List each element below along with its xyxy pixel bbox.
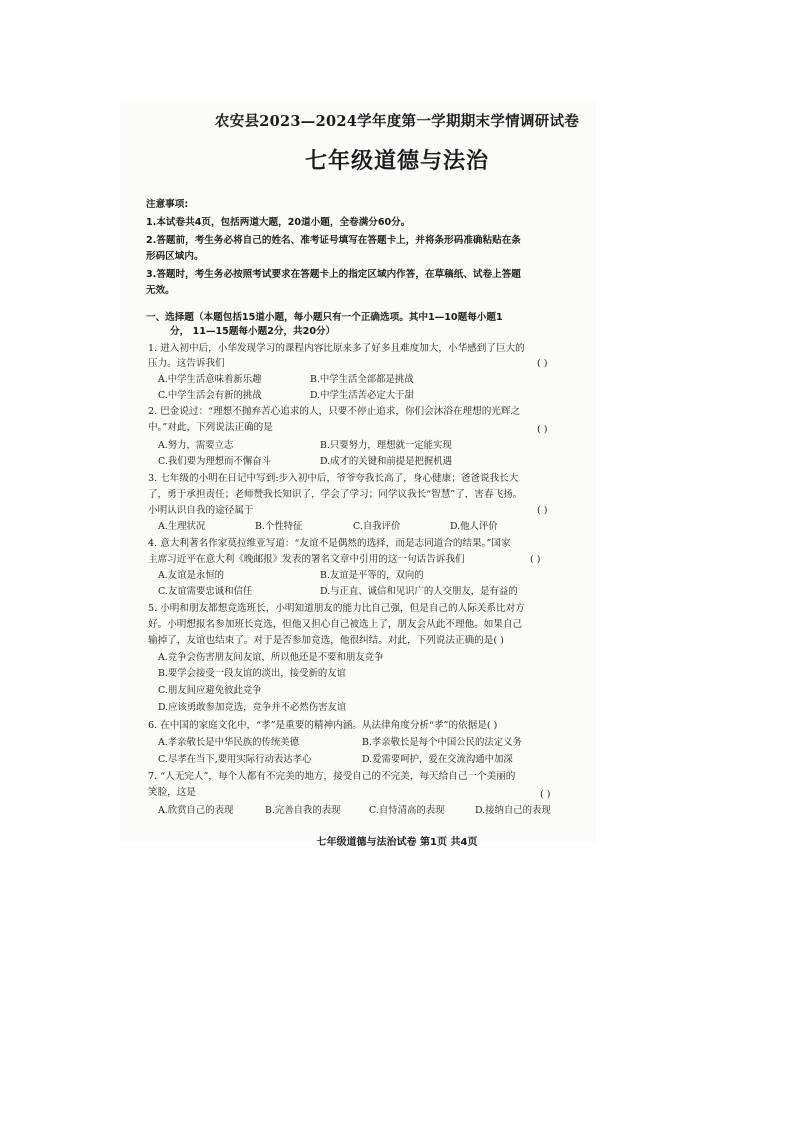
question-text: 小明认识自我的途径属于 [148,505,254,516]
answer-blank: ( ) [530,554,541,565]
option: D.爱需要呵护，爱在交流沟通中加深 [362,754,513,765]
question-text: 中。”对此，下列说法正确的是 [148,422,273,433]
option: B.完善自我的表现 [265,805,341,816]
option: C.我们要为理想而不懈奋斗 [158,456,271,467]
option: D.他人评价 [450,521,498,532]
page-footer: 七年级道德与法治试卷 第1页 共4页 [316,837,478,848]
option: B.要学会接受一段友谊的淡出，接受新的友谊 [158,668,346,679]
answer-blank: ( ) [537,424,548,435]
notes-item: 无效。 [146,285,175,296]
option: B.友谊是平等的，双向的 [320,570,424,581]
option: A.竞争会伤害朋友间友谊，所以他还是不要和朋友竞争 [158,652,384,663]
option: D.应该勇敢参加竞选，竞争并不必然伤害友谊 [158,702,347,713]
answer-blank: ( ) [540,789,551,800]
notes-heading: 注意事项: [146,199,189,210]
question-text: 主席习近平在意大利《晚邮报》发表的署名文章中引用的这一句话告诉我们 [148,554,465,565]
option: B.个性特征 [255,521,303,532]
question-text: 5. 小明和朋友都想竞选班长，小明知道朋友的能力比自己强，但是自己的人际关系比对方 [148,603,525,614]
option: B.孝亲敬长是每个中国公民的法定义务 [362,737,522,748]
question-text: 输掉了，友谊也结束了。对于是否参加竞选，他很纠结。对此，下列说法正确的是( ) [148,635,504,646]
option: C.尽孝在当下,要用实际行动表达孝心 [158,754,312,765]
question-text: 1. 进入初中后，小华发现学习的课程内容比原来多了好多且难度加大，小华感到了巨大的 [148,343,525,354]
option: B.只要努力，理想就一定能实现 [320,440,452,451]
notes-item: 2.答题前，考生务必将自己的姓名、准考证号填写在答题卡上，并将条形码准确粘贴在条 [146,235,521,246]
option: A.友谊是永恒的 [158,570,225,581]
option: A.生理状况 [158,521,206,532]
question-text: 2. 巴金说过：“理想不抛弃苦心追求的人，只要不停止追求，你们会沐浴在理想的光辉之 [148,406,521,417]
option: C.自恃清高的表现 [369,805,445,816]
notes-item: 形码区域内。 [146,251,204,262]
option: C.中学生活会有新的挑战 [158,390,262,401]
question-text: 4. 意大利著名作家莫拉维亚写道：“友谊不是偶然的选择，而是志同道合的结果。”国家 [148,538,511,549]
option: A.中学生活意味着新乐趣 [158,374,262,385]
answer-blank: ( ) [537,358,548,369]
option: C.友谊需要忠诚和信任 [158,586,253,597]
question-text: 7. “人无完人”，每个人都有不完美的地方，接受自己的不完美，每天给自己一个美丽的 [148,771,516,782]
option: D.中学生活苦必定大于甜 [310,390,414,401]
option: A.孝亲敬长是中华民族的传统美德 [158,737,300,748]
option: A.欣赏自己的表现 [158,805,234,816]
option: B.中学生活全部都是挑战 [310,374,414,385]
notes-item: 3.答题时，考生务必按照考试要求在答题卡上的指定区域内作答，在草稿纸、试卷上答题 [146,269,521,280]
question-text: 3. 七年级的小明在日记中写到:步入初中后，爷爷夸我长高了，身心健康；爸爸说我长大 [148,473,519,484]
option: C.自我评价 [353,521,401,532]
subject-title: 七年级道德与法治 [304,149,489,174]
option: D.成才的关键和前提是把握机遇 [320,456,453,467]
question-text: 6. 在中国的家庭文化中，“孝”是重要的精神内涵。从法律角度分析“孝”的依据是( ) [148,720,498,731]
answer-blank: ( ) [537,505,548,516]
notes-item: 1.本试卷共4页，包括两道大题，20道小题，全卷满分60分。 [146,217,411,228]
question-text: 笑脸，这是 [148,787,196,798]
option: A.努力，需要立志 [158,440,234,451]
option: D.接纳自己的表现 [475,805,551,816]
question-text: 好。小明想报名参加班长竞选，但他又担心自己被选上了，朋友会从此不理他。如果自己 [148,619,523,630]
section-heading: 一、选择题（本题包括15道小题，每小题只有一个正确选项。其中1—10题每小题1 [146,312,503,323]
question-text: 了，勇于承担责任；老师赞我长知识了，学会了学习；同学议我长“智慧”了，害春飞扬。 [148,489,523,500]
option: D.与正直、诚信和见识广的人交朋友，是有益的 [320,586,518,597]
section-heading-cont: 分， 11—15题每小题2分，共20分） [170,326,336,337]
exam-title: 农安县2023—2024学年度第一学期期末学情调研试卷 [214,113,580,130]
question-text: 压力。这告诉我们 [148,358,225,369]
option: C.朋友间应避免彼此竞争 [158,685,262,696]
